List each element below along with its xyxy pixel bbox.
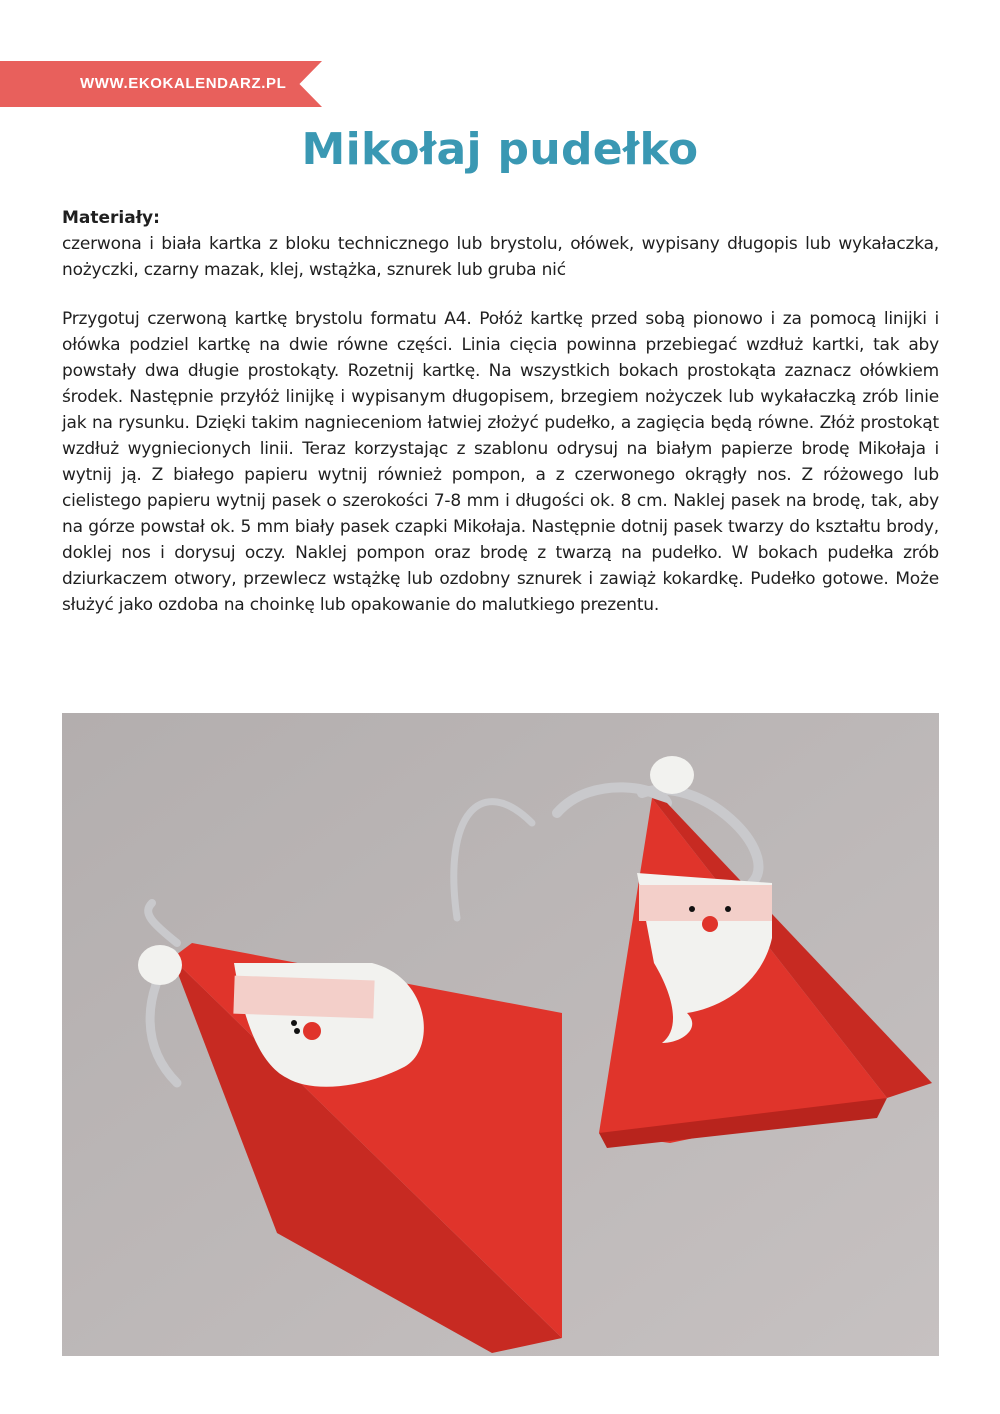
photo-illustration (62, 713, 939, 1356)
materials-list: czerwona i biała kartka z bloku technicznego lub brystolu, ołówek, wypisany długopis lub wykałaczka, nożyczki, czarny mazak, klej, wstążka, sznurek lub gruba nić (62, 234, 939, 280)
materials-heading: Materiały: (62, 208, 160, 228)
pompom-right (650, 756, 694, 794)
nose-left (303, 1022, 321, 1040)
nose-right (702, 916, 718, 932)
face-left (233, 976, 374, 1019)
face-right (639, 885, 772, 921)
pompom-left (138, 945, 182, 985)
page-title: Mikołaj pudełko (301, 124, 699, 175)
santa-boxes-photo (62, 713, 939, 1356)
site-url-link[interactable]: WWW.EKOKALENDARZ.PL (80, 75, 287, 92)
instructions-paragraph: Przygotuj czerwoną kartkę brystolu formatu A4. Połóż kartkę przed sobą pionowo i za pomocą linijki i ołówka podziel kartkę na dwie równe części. Linia cięcia powinna przebiegać wzdłuż kartki, tak aby powstały dwa długie prostokąty. Rozetnij kartkę. Na wszystkich bokach prostokąta zaznacz ołówkiem środek. Następnie przyłóż linijkę i wypisanym długopisem, brzegiem nożyczek lub wykałaczką zrób linie jak na rysunku. Dzięki takim nagnieceniom łatwiej złożyć pudełko, a zagięcia będą równe. Złóż prostokąt wzdłuż wygniecionych linii. Teraz korzystając z szablonu odrysuj na białym papierze brodę Mikołaja i wytnij ją. Z białego papieru wytnij również pompon, a z czerwonego okrągły nos. Z różowego lub cielistego papieru wytnij pasek o szerokości 7-8 mm i długości ok. 8 cm. Naklej pasek na brodę, tak, aby na górze powstał ok. 5 mm biały pasek czapki Mikołaja. Następnie dotnij pasek twarzy do kształtu brody, doklej nos i dorysuj oczy. Naklej pompon oraz brodę z twarzą na pudełko. W bokach pudełka zrób dziurkaczem otwory, przewlecz wstążkę lub ozdobny sznurek i zawiąż kokardkę. Pudełko gotowe. Może służyć jako ozdoba na choinkę lub opakowanie do malutkiego prezentu. (62, 309, 939, 615)
